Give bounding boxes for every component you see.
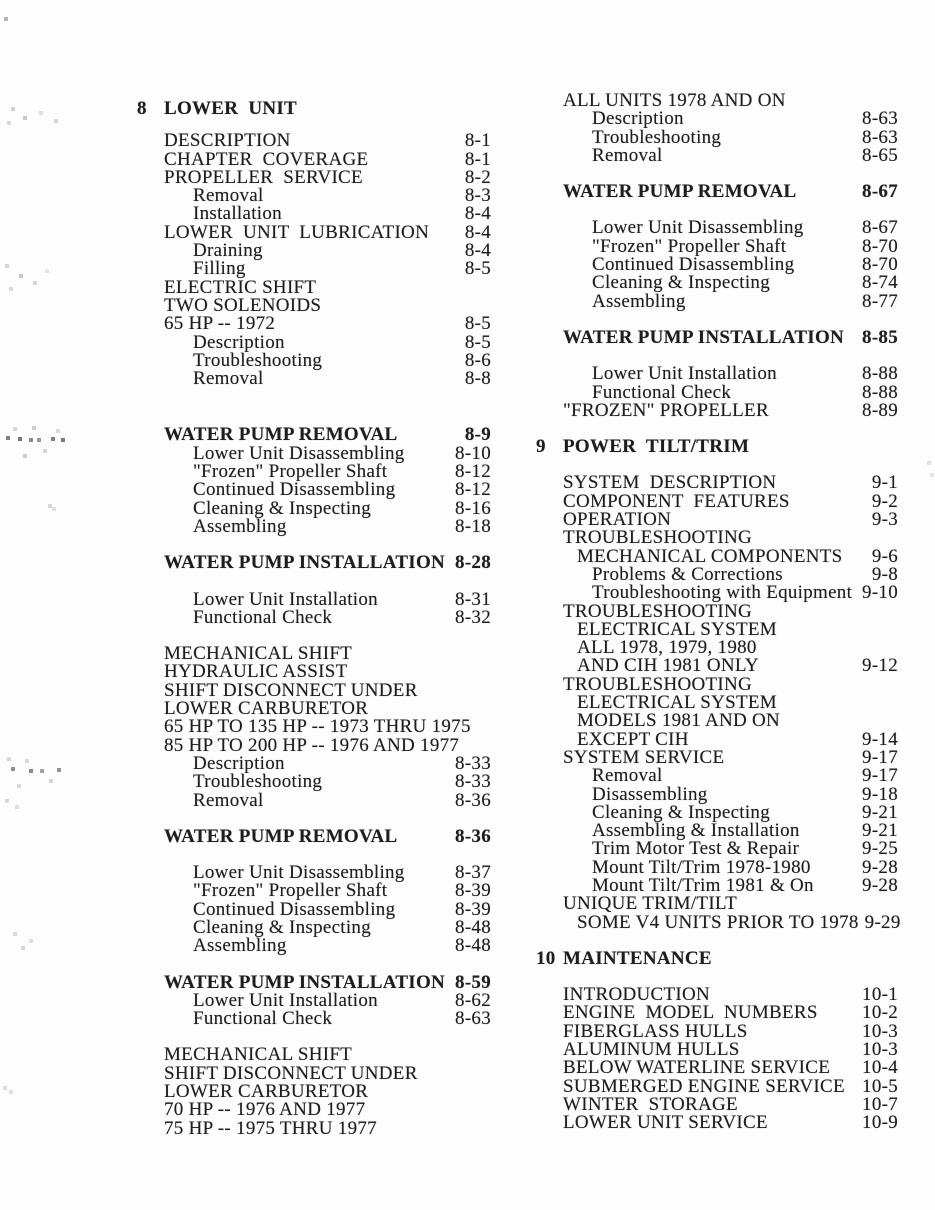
entry-title: 65 HP -- 1972 — [164, 313, 276, 335]
entry-title: LOWER CARBURETOR — [164, 698, 369, 720]
toc-entry — [137, 315, 491, 333]
entry-page-number: 8-3 — [464, 185, 491, 207]
chapter-title: MAINTENANCE — [563, 947, 712, 969]
toc-entry — [137, 221, 491, 243]
entry-title: WATER PUMP REMOVAL — [563, 181, 797, 203]
section-gap — [137, 573, 491, 591]
toc-entry — [137, 554, 491, 572]
entry-page-number: 8-6 — [464, 349, 491, 371]
entry-page-number: 9-28 — [862, 874, 898, 896]
entry-title: INTRODUCTION — [563, 984, 710, 1006]
entry-page-number: 9-3 — [871, 509, 898, 531]
entry-title: Problems & Corrections — [592, 563, 783, 585]
toc-entry — [536, 529, 898, 547]
entry-page-number: 9-25 — [862, 838, 898, 860]
entry-title: Assembling — [193, 935, 287, 957]
entry-page-number: 8-37 — [455, 862, 491, 884]
entry-page-number: 8-88 — [862, 381, 898, 403]
entry-page-number: 9-29 — [864, 911, 901, 933]
toc-entry — [137, 349, 491, 371]
toc-entry — [137, 515, 491, 537]
entry-title: SUBMERGED ENGINE SERVICE — [563, 1075, 845, 1097]
entry-page-number: 8-70 — [862, 254, 898, 276]
toc-entry — [536, 840, 898, 858]
entry-title: Assembling — [193, 515, 287, 537]
toc-entry — [137, 789, 491, 811]
entry-title: Removal — [193, 368, 264, 390]
entry-page-number: 10-9 — [862, 1112, 898, 1134]
entry-page-number: 9-12 — [862, 655, 898, 677]
toc-entry — [536, 326, 898, 348]
entry-title: FIBERGLASS HULLS — [563, 1020, 748, 1042]
toc-entry — [536, 895, 898, 913]
entry-page-number: 8-4 — [464, 240, 491, 262]
entry-page-number: 9-10 — [862, 582, 898, 604]
entry-title: WINTER STORAGE — [563, 1093, 738, 1115]
entry-title: "Frozen" Propeller Shaft — [193, 461, 388, 483]
entry-title: WATER PUMP REMOVAL — [164, 424, 398, 446]
entry-title: ENGINE MODEL NUMBERS — [563, 1002, 818, 1024]
entry-title: 75 HP -- 1975 THRU 1977 — [164, 1117, 377, 1139]
entry-title: Mount Tilt/Trim 1981 & On — [592, 874, 814, 896]
chapter-title: POWER TILT/TRIM — [563, 436, 750, 458]
entry-title: CHAPTER COVERAGE — [164, 148, 369, 170]
entry-page-number: 10-4 — [862, 1057, 898, 1079]
entry-title: ALL UNITS 1978 AND ON — [563, 90, 786, 111]
toc-entry — [137, 166, 491, 188]
entry-title: TROUBLESHOOTING — [563, 673, 752, 695]
entry-title: BELOW WATERLINE SERVICE — [563, 1057, 831, 1079]
entry-page-number: 9-21 — [862, 820, 898, 842]
entry-page-number: 9-6 — [871, 545, 898, 567]
toc-entry — [536, 274, 898, 292]
entry-page-number: 8-48 — [455, 916, 491, 938]
entry-title: SOME V4 UNITS PRIOR TO 1978 — [577, 911, 859, 933]
entry-page-number: 8-9 — [464, 424, 491, 446]
toc-entry — [137, 937, 491, 955]
entry-title: UNIQUE TRIM/TILT — [563, 893, 737, 915]
entry-title: SYSTEM SERVICE — [563, 746, 725, 768]
chapter-number: 9 — [536, 436, 546, 458]
entry-title: MECHANICAL SHIFT — [164, 643, 353, 665]
entry-title: Troubleshooting — [193, 349, 323, 371]
entry-page-number: 8-36 — [455, 789, 491, 811]
entry-title: LOWER CARBURETOR — [164, 1081, 369, 1103]
entry-title: OPERATION — [563, 509, 672, 531]
entry-title: WATER PUMP REMOVAL — [164, 825, 398, 847]
entry-page-number: 10-3 — [862, 1020, 898, 1042]
chapter-title: LOWER UNIT — [164, 98, 297, 119]
entry-page-number: 8-89 — [862, 399, 898, 421]
entry-page-number: 10-5 — [862, 1075, 898, 1097]
entry-title: Continued Disassembling — [193, 479, 396, 501]
entry-title: ELECTRICAL SYSTEM — [577, 692, 777, 714]
entry-title: LOWER UNIT SERVICE — [563, 1112, 768, 1134]
entry-page-number: 9-17 — [862, 765, 898, 787]
entry-title: AND CIH 1981 ONLY — [577, 655, 759, 677]
entry-title: ALUMINUM HULLS — [563, 1039, 740, 1061]
entry-title: SYSTEM DESCRIPTION — [563, 472, 777, 494]
entry-title: Removal — [592, 144, 663, 166]
toc-entry — [137, 481, 491, 499]
entry-page-number: 9-21 — [862, 801, 898, 823]
chapter-heading — [137, 100, 491, 118]
entry-page-number: 9-28 — [862, 856, 898, 878]
entry-title: Filling — [193, 258, 246, 280]
entry-page-number: 8-65 — [862, 144, 898, 166]
entry-title: Functional Check — [592, 381, 732, 403]
toc-entry — [536, 712, 898, 730]
entry-title: COMPONENT FEATURES — [563, 490, 790, 512]
entry-title: LOWER UNIT LUBRICATION — [164, 221, 430, 243]
entry-page-number: 8-62 — [455, 989, 491, 1011]
entry-title: Troubleshooting with Equipment — [592, 582, 853, 604]
entry-title: Draining — [193, 240, 263, 262]
toc-entry — [137, 734, 491, 756]
toc-entry — [137, 187, 491, 205]
toc-entry — [137, 718, 491, 736]
toc-entry — [137, 132, 491, 150]
entry-title: TROUBLESHOOTING — [563, 527, 752, 549]
entry-title: MECHANICAL COMPONENTS — [577, 545, 843, 567]
entry-page-number: 8-33 — [455, 771, 491, 793]
entry-title: MECHANICAL SHIFT — [164, 1044, 353, 1066]
entry-title: Description — [193, 752, 285, 774]
toc-entry — [536, 144, 898, 166]
toc-column-left — [137, 100, 491, 1138]
entry-page-number: 8-31 — [455, 588, 491, 610]
entry-page-number: 10-2 — [862, 1002, 898, 1024]
entry-title: "Frozen" Propeller Shaft — [193, 880, 388, 902]
toc-entry — [137, 882, 491, 900]
entry-title: WATER PUMP INSTALLATION — [563, 326, 845, 348]
toc-entry — [536, 183, 898, 201]
entry-title: Installation — [193, 203, 282, 225]
entry-title: TROUBLESHOOTING — [563, 600, 752, 622]
toc-column-right — [536, 90, 901, 1134]
entry-title: Cleaning & Inspecting — [592, 801, 771, 823]
entry-page-number: 8-12 — [455, 461, 491, 483]
entry-page-number: 8-1 — [464, 148, 491, 170]
entry-title: ALL 1978, 1979, 1980 — [577, 637, 757, 659]
entry-title: WATER PUMP INSTALLATION — [164, 971, 446, 993]
entry-title: DESCRIPTION — [164, 130, 291, 152]
entry-title: SHIFT DISCONNECT UNDER — [164, 679, 418, 701]
entry-title: 70 HP -- 1976 AND 1977 — [164, 1099, 366, 1121]
toc-entry — [536, 92, 898, 110]
entry-page-number: 8-12 — [455, 479, 491, 501]
toc-entry — [536, 1114, 898, 1132]
entry-title: Troubleshooting — [592, 126, 722, 148]
entry-page-number: 8-33 — [455, 752, 491, 774]
entry-page-number: 9-18 — [862, 783, 898, 805]
entry-title: EXCEPT CIH — [577, 728, 689, 750]
entry-title: Mount Tilt/Trim 1978-1980 — [592, 856, 811, 878]
toc-entry — [137, 663, 491, 681]
entry-page-number: 8-8 — [464, 368, 491, 390]
entry-page-number: 8-5 — [464, 258, 491, 280]
toc-entry — [536, 767, 898, 785]
entry-title: Cleaning & Inspecting — [592, 272, 771, 294]
entry-title: Lower Unit Installation — [592, 363, 777, 385]
entry-title: 85 HP TO 200 HP -- 1976 AND 1977 — [164, 734, 460, 756]
entry-page-number: 9-1 — [871, 472, 898, 494]
entry-page-number: 8-63 — [455, 1008, 491, 1030]
entry-page-number: 8-85 — [862, 326, 898, 348]
entry-title: Assembling & Installation — [592, 820, 800, 842]
entry-page-number: 8-4 — [464, 221, 491, 243]
toc-entry — [137, 1101, 491, 1119]
entry-page-number: 8-48 — [455, 935, 491, 957]
entry-title: Trim Motor Test & Repair — [592, 838, 800, 860]
toc-entry — [137, 497, 491, 519]
chapter-number: 10 — [536, 947, 556, 969]
chapter-heading — [536, 947, 898, 969]
entry-title: Removal — [193, 185, 264, 207]
entry-page-number: 8-63 — [862, 108, 898, 130]
toc-entry — [536, 911, 901, 933]
entry-title: Troubleshooting — [193, 771, 323, 793]
entry-title: ELECTRIC SHIFT — [164, 276, 317, 298]
entry-page-number: 8-1 — [464, 130, 491, 152]
entry-title: "Frozen" Propeller Shaft — [592, 235, 787, 257]
entry-title: HYDRAULIC ASSIST — [164, 661, 348, 683]
entry-title: "FROZEN" PROPELLER — [563, 399, 769, 421]
entry-title: ELECTRICAL SYSTEM — [577, 618, 777, 640]
section-gap — [137, 388, 491, 426]
scan-noise-speckles — [0, 0, 2, 2]
entry-title: MODELS 1981 AND ON — [577, 710, 781, 732]
entry-title: Lower Unit Installation — [193, 989, 378, 1011]
entry-title: Removal — [193, 789, 264, 811]
toc-entry — [536, 126, 898, 148]
entry-page-number: 8-67 — [862, 181, 898, 203]
toc-entry — [536, 365, 898, 383]
entry-title: TWO SOLENOIDS — [164, 294, 322, 316]
entry-page-number: 8-74 — [862, 272, 898, 294]
toc-entry — [137, 1117, 491, 1139]
entry-title: Removal — [592, 765, 663, 787]
section-gap — [137, 956, 491, 974]
entry-page-number: 8-67 — [862, 217, 898, 239]
toc-entry — [137, 606, 491, 628]
entry-title: Description — [592, 108, 684, 130]
toc-entry — [137, 370, 491, 388]
entry-page-number: 8-70 — [862, 235, 898, 257]
toc-entry — [536, 657, 898, 675]
entry-page-number: 8-39 — [455, 898, 491, 920]
entry-page-number: 9-8 — [871, 563, 898, 585]
entry-title: Functional Check — [193, 606, 333, 628]
toc-entry — [536, 399, 898, 421]
chapter-number: 8 — [137, 98, 147, 119]
entry-title: Lower Unit Disassembling — [193, 442, 405, 464]
entry-page-number: 9-14 — [862, 728, 898, 750]
entry-title: Disassembling — [592, 783, 708, 805]
entry-page-number: 8-36 — [455, 825, 491, 847]
entry-title: WATER PUMP INSTALLATION — [164, 552, 446, 574]
entry-page-number: 8-32 — [455, 606, 491, 628]
toc-entry — [137, 825, 491, 847]
entry-page-number: 8-28 — [455, 552, 491, 574]
toc-entry — [536, 1059, 898, 1077]
entry-page-number: 8-77 — [862, 290, 898, 312]
entry-title: Description — [193, 331, 285, 353]
entry-page-number: 8-59 — [455, 971, 491, 993]
entry-page-number: 8-18 — [455, 515, 491, 537]
toc-entry — [536, 746, 898, 768]
toc-entry — [536, 474, 898, 492]
entry-page-number: 9-17 — [862, 746, 898, 768]
entry-page-number: 10-1 — [862, 984, 898, 1006]
toc-entry — [137, 773, 491, 791]
entry-page-number: 8-63 — [862, 126, 898, 148]
entry-title: Continued Disassembling — [193, 898, 396, 920]
entry-page-number: 8-4 — [464, 203, 491, 225]
entry-title: Lower Unit Installation — [193, 588, 378, 610]
entry-title: Functional Check — [193, 1008, 333, 1030]
entry-title: SHIFT DISCONNECT UNDER — [164, 1062, 418, 1084]
entry-title: 65 HP TO 135 HP -- 1973 THRU 1975 — [164, 716, 471, 738]
toc-entry — [137, 260, 491, 278]
entry-title: PROPELLER SERVICE — [164, 166, 363, 188]
entry-page-number: 8-10 — [455, 442, 491, 464]
entry-page-number: 9-2 — [871, 490, 898, 512]
entry-page-number: 10-3 — [862, 1039, 898, 1061]
chapter-heading — [536, 438, 898, 456]
entry-title: Lower Unit Disassembling — [193, 862, 405, 884]
toc-entry — [536, 290, 898, 312]
toc-entry — [137, 426, 491, 444]
entry-page-number: 10-7 — [862, 1093, 898, 1115]
toc-entry — [536, 584, 898, 602]
entry-title: Cleaning & Inspecting — [193, 916, 372, 938]
entry-page-number: 8-16 — [455, 497, 491, 519]
entry-title: Lower Unit Disassembling — [592, 217, 804, 239]
toc-entry — [137, 1010, 491, 1028]
entry-page-number: 8-2 — [464, 166, 491, 188]
entry-title: Cleaning & Inspecting — [193, 497, 372, 519]
entry-title: Assembling — [592, 290, 686, 312]
toc-entry — [536, 110, 898, 128]
entry-page-number: 8-39 — [455, 880, 491, 902]
entry-page-number: 8-88 — [862, 363, 898, 385]
entry-page-number: 8-5 — [464, 331, 491, 353]
toc-entry — [137, 242, 491, 260]
toc-entry — [137, 916, 491, 938]
entry-page-number: 8-5 — [464, 313, 491, 335]
entry-title: Continued Disassembling — [592, 254, 795, 276]
